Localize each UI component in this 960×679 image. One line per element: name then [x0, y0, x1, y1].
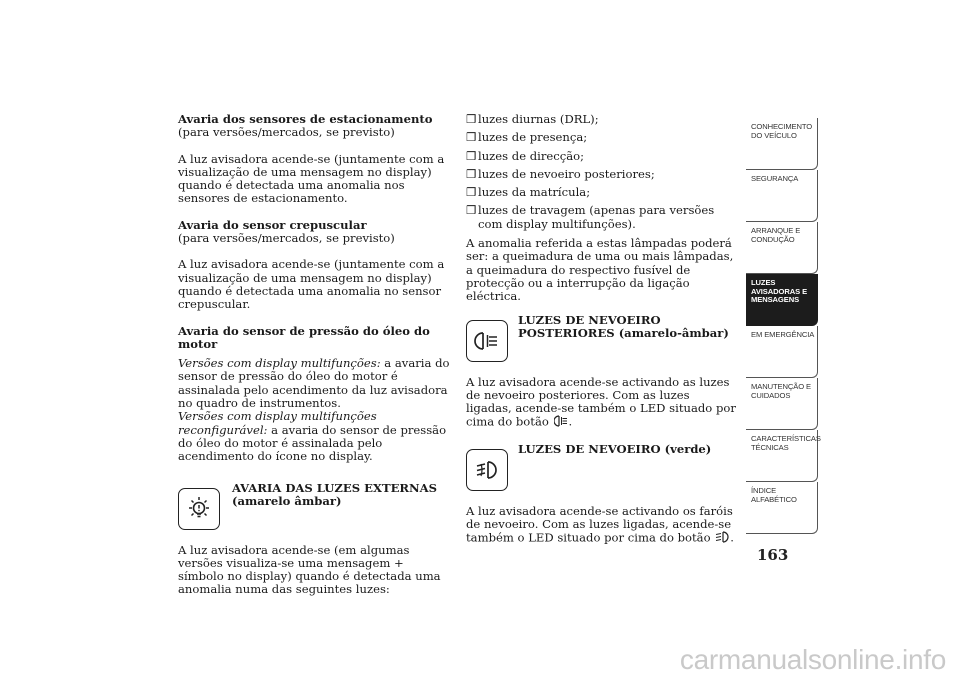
list-item: ❒ luzes de nevoeiro posteriores; [466, 166, 655, 181]
tab-conhecimento-do-veiculo[interactable]: CONHECIMENTO DO VEÍCULO [746, 118, 818, 170]
parking-sensor-section [178, 113, 450, 140]
exterior-lights-body: A luz avisadora acende-se (em algumas versões visualiza-se uma mensagem + símbolo no display) quando é detectada uma anomalia numa das seguintes luzes: [178, 542, 441, 597]
exterior-bulb-warning-icon [178, 488, 220, 530]
list-item: ❒ luzes de direcção; [466, 148, 585, 163]
dusk-sensor-subtitle: (para versões/mercados, se previsto) [178, 231, 395, 246]
tab-luzes-avisadoras-e-mensagens[interactable]: LUZES AVISADORAS E MENSAGENS [746, 274, 818, 326]
oil-sensor-text-multifunction: a avaria do sensor de pressão do óleo do motor é assinalada pelo acendimento da luz avisadora no quadro de instrumentos. [178, 356, 450, 411]
front-fog-light-icon [466, 449, 508, 491]
exterior-lights-title: AVARIA DAS LUZES EXTERNAS (amarelo âmbar) [232, 480, 438, 508]
checkbox-bullet-icon: ❒ [466, 203, 477, 218]
oil-sensor-section [178, 325, 450, 352]
list-item: ❒ luzes de presença; [466, 130, 588, 145]
checkbox-bullet-icon: ❒ [466, 112, 477, 126]
watermark: carmanualsonline.info [679, 644, 946, 675]
parking-sensor-subtitle: (para versões/mercados, se previsto) [178, 125, 395, 140]
checkbox-bullet-icon: ❒ [466, 185, 477, 200]
list-item: ❒ luzes da matrícula; [466, 185, 591, 200]
list-item: ❒ luzes diurnas (DRL); [466, 112, 599, 126]
front-fog-section [466, 443, 738, 495]
tab-manutencao-e-cuidados[interactable]: MANUTENÇÃO E CUIDADOS [746, 378, 818, 430]
failed-lights-list [466, 113, 738, 231]
front-fog-title: LUZES DE NEVOEIRO (verde) [518, 441, 712, 456]
tab-indice-alfabetico[interactable]: ÍNDICE ALFABÉTICO [746, 482, 818, 534]
tab-em-emergencia[interactable]: EM EMERGÊNCIA [746, 326, 818, 378]
tab-seguranca[interactable]: SEGURANÇA [746, 170, 818, 222]
front-fog-button-icon [715, 531, 729, 546]
chapter-tabs [746, 118, 821, 534]
dusk-sensor-heading: Avaria do sensor crepuscular [178, 217, 367, 232]
checkbox-bullet-icon: ❒ [466, 148, 477, 163]
rear-fog-body: A luz avisadora acende-se activando as luzes de nevoeiro posteriores. Com as luzes ligadas, acende-se também o LED situado por cima do botão . [466, 374, 736, 430]
dusk-sensor-body: A luz avisadora acende-se (juntamente com a visualização de uma mensagem no display) quando é detectada uma anomalia no sensor crepuscular. [178, 257, 445, 312]
page-number: 163 [757, 546, 789, 564]
oil-sensor-multifunction [178, 357, 450, 410]
checkbox-bullet-icon: ❒ [466, 166, 477, 181]
exterior-lights-section [178, 482, 450, 534]
left-column [178, 113, 450, 609]
parking-sensor-body: A luz avisadora acende-se (juntamente com a visualização de uma mensagem no display) quando é detectada uma anomalia nos sensores de estacionamento. [178, 151, 445, 206]
checkbox-bullet-icon: ❒ [466, 130, 477, 145]
oil-sensor-text-reconfigurable: a avaria do sensor de pressão do óleo do motor é assinalada pelo acendimento do ícone no display. [178, 422, 447, 464]
dusk-sensor-section [178, 219, 450, 246]
rear-fog-title: LUZES DE NEVOEIRO POSTERIORES (amarelo-âmbar) [518, 312, 729, 340]
rear-fog-section [466, 314, 738, 366]
oil-sensor-lead-reconfigurable: Versões com display multifunções reconfigurável: [178, 409, 377, 437]
rear-fog-button-icon [554, 415, 568, 430]
tab-arranque-e-conducao[interactable]: ARRANQUE E CONDUÇÃO [746, 222, 818, 274]
oil-sensor-lead-multifunction: Versões com display multifunções: [178, 356, 381, 371]
tab-caracteristicas-tecnicas[interactable]: CARACTERÍSTICAS TÉCNICAS [746, 430, 818, 482]
oil-sensor-reconfigurable [178, 410, 450, 463]
middle-column [466, 113, 738, 559]
parking-sensor-heading: Avaria dos sensores de estacionamento [178, 112, 433, 126]
oil-sensor-heading: Avaria do sensor de pressão do óleo do motor [178, 323, 430, 351]
list-item: ❒ luzes de travagem (apenas para versões com display multifunções). [466, 203, 715, 231]
front-fog-body: A luz avisadora acende-se activando os faróis de nevoeiro. Com as luzes ligadas, acende-se também o LED situado por cima do botão . [466, 503, 734, 545]
anomaly-text: A anomalia referida a estas lâmpadas poderá ser: a queimadura de uma ou mais lâmpadas, a queimadura do respectivo fusível de protecção ou a interrupção da ligação eléctrica. [466, 236, 734, 304]
rear-fog-light-icon [466, 320, 508, 362]
